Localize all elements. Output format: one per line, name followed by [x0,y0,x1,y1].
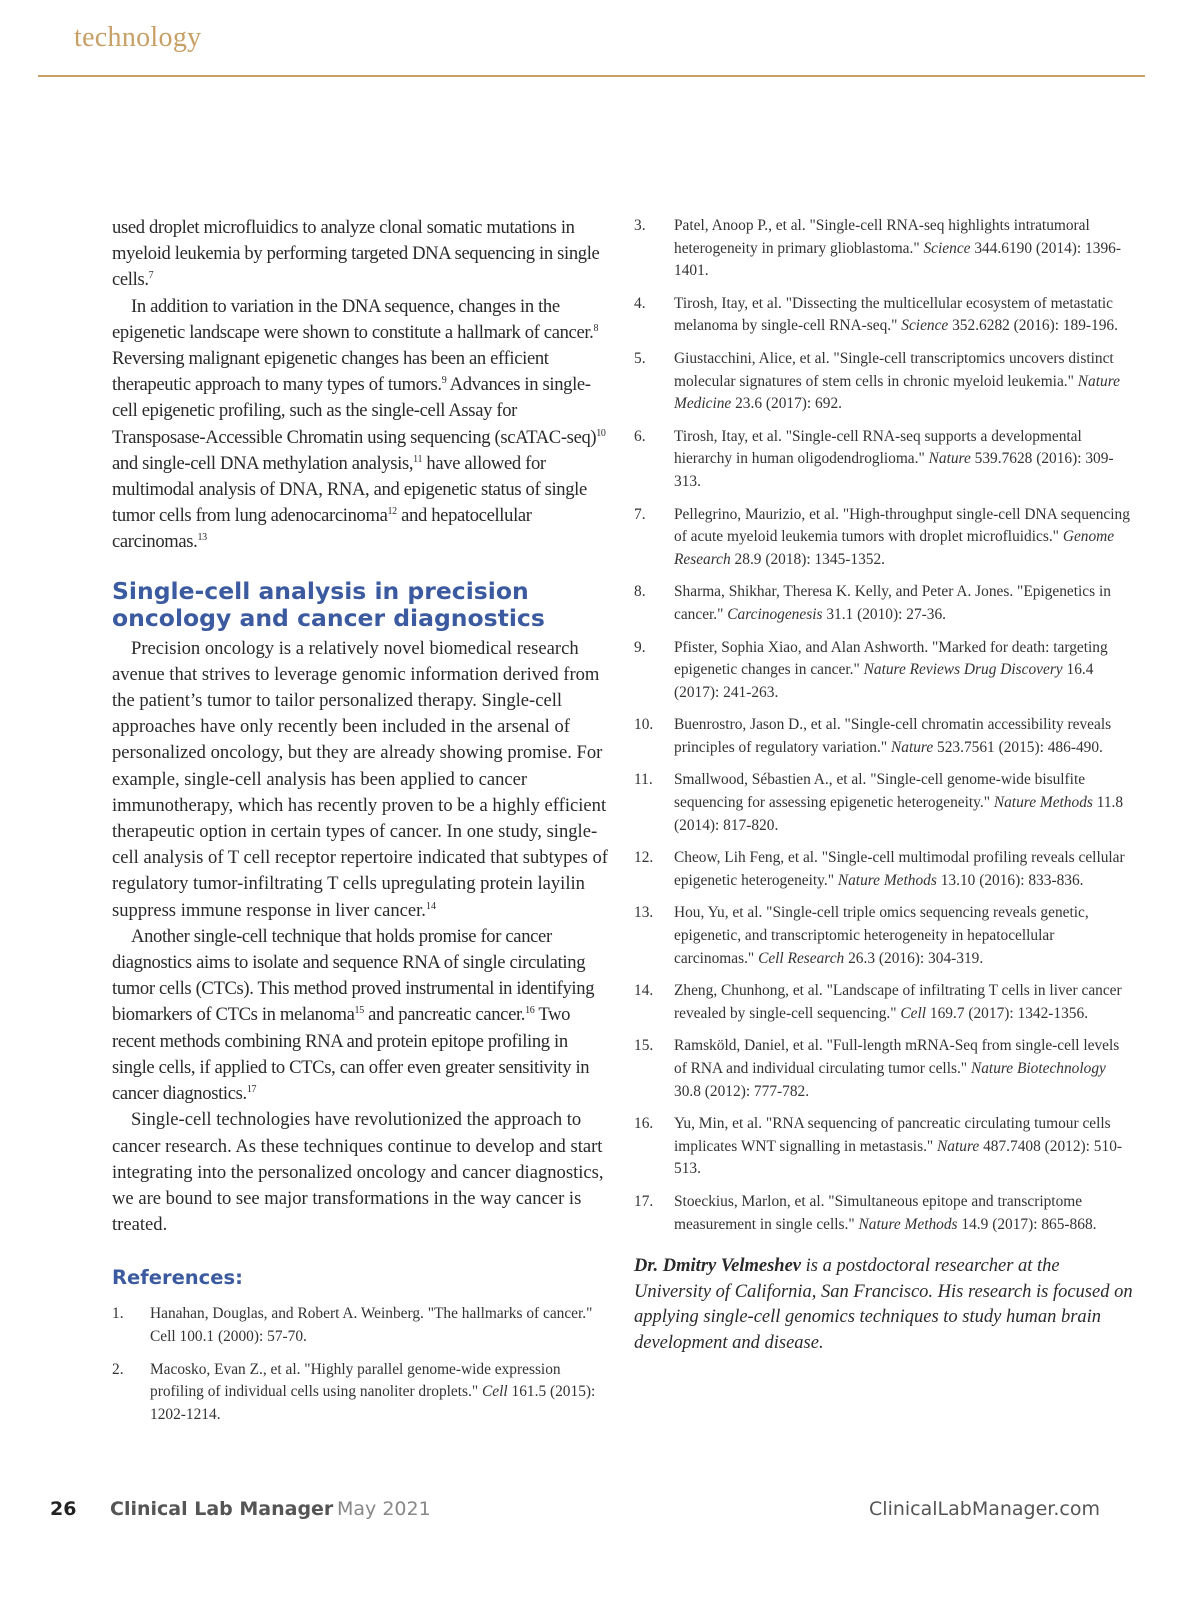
reference-number: 7. [634,505,646,523]
reference-item [634,714,1134,759]
reference-item [634,637,1134,705]
right-column [634,215,1134,1357]
reference-item [112,1303,608,1348]
reference-text: Hou, Yu, et al. "Single-cell triple omics sequencing reveals genetic, epigenetic, and transcriptomic heterogeneity in hepatocellular carcinomas." Cell Research 26.3 (2016): 304-319. [674,904,1089,967]
reference-item [634,902,1134,970]
magazine-name: Clinical Lab Manager [110,1498,334,1520]
reference-number: 15. [634,1037,654,1055]
footnote-ref: 17 [246,1083,257,1095]
footnote-ref: 10 [596,427,606,439]
footnote-ref: 7 [148,270,154,282]
reference-text: Yu, Min, et al. "RNA sequencing of pancreatic circulating tumour cells implicates WNT signalling in metastasis." Nature 487.7408 (2012): 510-513. [674,1115,1123,1178]
reference-text: Hanahan, Douglas, and Robert A. Weinberg. "The hallmarks of cancer." Cell 100.1 (2000): 57-70. [150,1305,593,1345]
reference-list-right [634,215,1134,1236]
reference-item [634,1191,1134,1236]
footnote-ref: 8 [593,322,599,334]
footnote-ref: 12 [387,506,397,518]
reference-item [634,980,1134,1025]
paragraph-text: Another single-cell technique that holds promise for cancer diagnostics aims to isolate and sequence RNA of single circulating tumor cells (CTCs). This method proved instrumental in identifying biomarkers of CTCs in melanoma [112,925,595,1026]
footnote-ref: 13 [197,532,207,544]
page-footer [50,1498,1100,1528]
reference-text: Sharma, Shikhar, Theresa K. Kelly, and Peter A. Jones. "Epigenetics in cancer." Carcinogenesis 31.1 (2010): 27-36. [674,583,1111,623]
reference-text: Ramsköld, Daniel, et al. "Full-length mRNA-Seq from single-cell levels of RNA and individual circulating tumor cells." Nature Biotechnology 30.8 (2012): 777-782. [674,1037,1120,1100]
author-bio [634,1254,1134,1356]
reference-text: Zheng, Chunhong, et al. "Landscape of infiltrating T cells in liver cancer revealed by single-cell sequencing." Cell 169.7 (2017): 1342-1356. [674,982,1122,1022]
footnote-ref: 16 [525,1005,535,1017]
reference-number: 6. [634,427,646,445]
footnote-ref: 9 [441,375,447,387]
paragraph-text: Advances in single-cell epigenetic profiling, such as the single-cell Assay for Transposase-Accessible Chromatin using sequencing (scATAC-seq) [112,374,597,448]
paragraph-4 [112,924,608,1107]
reference-text: Smallwood, Sébastien A., et al. "Single-cell genome-wide bisulfite sequencing for assessing epigenetic heterogeneity." Nature Methods 11.8 (2014): 817-820. [674,771,1124,834]
reference-item [634,215,1134,283]
references-heading: References: [112,1266,243,1290]
reference-number: 9. [634,638,646,656]
reference-item [634,769,1134,837]
reference-number: 1. [112,1305,124,1323]
reference-item [634,426,1134,494]
reference-text: Patel, Anoop P., et al. "Single-cell RNA-seq highlights intratumoral heterogeneity in primary glioblastoma." Science 344.6190 (2014): 1396-1401. [674,217,1121,280]
paragraph-2 [112,294,608,556]
reference-text: Tirosh, Itay, et al. "Single-cell RNA-seq supports a developmental hierarchy in human oligodendroglioma." Nature 539.7628 (2016): 309-313. [674,427,1114,490]
reference-number: 13. [634,904,654,922]
paragraph-text: used droplet microfluidics to analyze clonal somatic mutations in myeloid leukemia by performing targeted DNA sequencing in single cells. [112,217,600,291]
footnote-ref: 15 [354,1005,364,1017]
reference-text: Cheow, Lih Feng, et al. "Single-cell multimodal profiling reveals cellular epigenetic heterogeneity." Nature Methods 13.10 (2016): 833-836. [674,849,1125,889]
reference-text: Pfister, Sophia Xiao, and Alan Ashworth. "Marked for death: targeting epigenetic changes in cancer." Nature Reviews Drug Discovery 16.4 (2017): 241-263. [674,638,1108,701]
paragraph-1 [112,215,608,294]
reference-number: 10. [634,716,654,734]
section-heading: Single-cell analysis in precision oncology and cancer diagnostics [112,576,545,632]
reference-item [634,1035,1134,1103]
reference-number: 3. [634,217,646,234]
reference-number: 14. [634,982,654,1000]
issue-date: May 2021 [337,1498,431,1520]
reference-text: Macosko, Evan Z., et al. "Highly parallel genome-wide expression profiling of individual cells using nanoliter droplets." Cell 161.5 (2015): 1202-1214. [150,1360,596,1423]
reference-number: 5. [634,349,646,367]
reference-item [634,1113,1134,1181]
header-divider [38,75,1145,77]
section-tag: technology [74,22,202,53]
reference-item [634,293,1134,338]
paragraph-text: have allowed for multimodal analysis of DNA, RNA, and epigenetic status of single tumor cells from lung adenocarcinoma [112,452,587,527]
paragraph-text: Precision oncology is a relatively novel biomedical research avenue that strives to leverage genomic information derived from the patient’s tumor to tailor personalized therapy. Single-cell approaches have only recently been included in the arsenal of personalized oncology, but they are already showing promise. For example, single-cell analysis has been applied to cancer immunotherapy, which has recently proven to be a highly efficient therapeutic option in certain types of cancer. In one study, single-cell analysis of T cell receptor repertoire indicated that subtypes of regulatory tumor-infiltrating T cells upregulating protein layilin suppress immune response in liver cancer. [112,637,608,921]
reference-text: Stoeckius, Marlon, et al. "Simultaneous epitope and transcriptome measurement in single cells." Nature Methods 14.9 (2017): 865-868. [674,1192,1097,1233]
paragraph-text: In addition to variation in the DNA sequence, changes in the epigenetic landscape were shown to constitute a hallmark of cancer. [112,295,594,343]
reference-text: Tirosh, Itay, et al. "Dissecting the multicellular ecosystem of metastatic melanoma by single-cell RNA-seq." Science 352.6282 (2016): 189-196. [674,294,1118,335]
website-url: ClinicalLabManager.com [869,1498,1100,1520]
paragraph-text: Reversing malignant epigenetic changes has been an efficient therapeutic approach to many types of tumors. [112,348,549,396]
reference-number: 12. [634,849,654,867]
footnote-ref: 14 [425,900,436,912]
reference-text: Pellegrino, Maurizio, et al. "High-throughput single-cell DNA sequencing of acute myeloid leukemia tumors with droplet microfluidics." Genome Research 28.9 (2018): 1345-1352. [674,505,1130,568]
reference-item [634,504,1134,572]
reference-number: 11. [634,771,653,789]
paragraph-text: and single-cell DNA methylation analysis, [112,452,414,474]
reference-item [634,847,1134,892]
paragraph-text: and hepatocellular carcinomas. [112,505,532,553]
reference-number: 8. [634,583,646,601]
reference-list-left [112,1303,608,1426]
author-bio-text: is a postdoctoral researcher at the University of California, San Francisco. His research is focused on applying single-cell genomics techniques to study human brain development and disease. [634,1256,1133,1353]
reference-number: 16. [634,1115,654,1133]
reference-item [112,1359,608,1427]
left-column [112,215,608,1436]
reference-number: 4. [634,294,646,312]
paragraph-text: and pancreatic cancer. [363,1004,526,1026]
reference-number: 17. [634,1192,654,1210]
reference-item [634,348,1134,416]
page-number: 26 [50,1498,77,1520]
paragraph-3 [112,636,608,924]
reference-text: Giustacchini, Alice, et al. "Single-cell transcriptomics uncovers distinct molecular signatures of stem cells in chronic myeloid leukemia." Nature Medicine 23.6 (2017): 692. [674,349,1120,413]
author-name: Dr. Dmitry Velmeshev [634,1256,802,1277]
paragraph-text: Two recent methods combining RNA and protein epitope profiling in single cells, if applied to CTCs, can offer even greater sensitivity in cancer diagnostics. [112,1004,590,1105]
reference-text: Buenrostro, Jason D., et al. "Single-cell chromatin accessibility reveals principles of regulatory variation." Nature 523.7561 (2015): 486-490. [674,716,1112,756]
reference-number: 2. [112,1360,124,1378]
reference-item [634,581,1134,626]
paragraph-5: Single-cell technologies have revolutionized the approach to cancer research. As these techniques continue to develop and start integrating into the personalized oncology and cancer diagnostics, we are bound to see major transformations in the way cancer is treated. [112,1109,604,1236]
footnote-ref: 11 [413,453,423,465]
